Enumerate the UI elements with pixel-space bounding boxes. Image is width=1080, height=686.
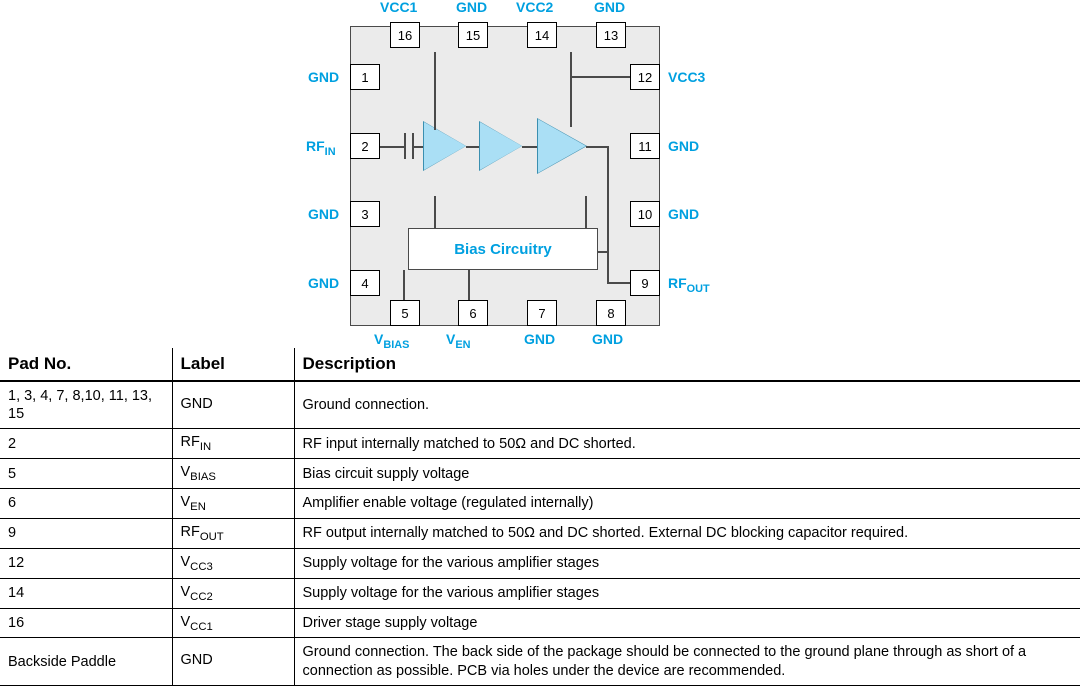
pin-13-box: 13 [596,22,626,48]
cell-label: $V_{BIAS}$ [172,459,294,489]
cell-description: Driver stage supply voltage [294,608,1080,638]
pin-14-box: 14 [527,22,557,48]
pin-12-box: 12 [630,64,660,90]
pin-description-table [0,348,1080,686]
cell-pad-no: 9 [0,518,172,548]
wire-to-rfout-pin [607,282,630,284]
cell-description: Ground connection. The back side of the package should be connected to the ground plane through as short of a connection as possible. PCB via holes under the device are recommended. [294,638,1080,685]
pin-6-label: $V_{EN}$ [446,331,471,351]
cell-pad-no: 1, 3, 4, 7, 8,10, 11, 13, 15 [0,381,172,429]
pin-13-label: GND [594,0,626,15]
cell-pad-no: 2 [0,429,172,459]
pin-10-label: GND [668,206,700,222]
pin-6-box: 6 [458,300,488,326]
pin-15-label: GND [456,0,488,15]
pin-4-label: GND [308,275,340,291]
pin-3-box: 3 [350,201,380,227]
table-row [0,608,1080,638]
bias-circuitry-block [408,228,598,270]
cell-label: $V_{EN}$ [172,489,294,519]
pin-7-box: 7 [527,300,557,326]
pin-1-box: 1 [350,64,380,90]
table-row [0,459,1080,489]
pin-16-box: 16 [390,22,420,48]
column-header-description: Description [294,348,1080,381]
cell-pad-no: 12 [0,548,172,578]
table-row [0,381,1080,429]
pin-12-label: VCC3 [668,69,706,85]
cell-label: $RF_{IN}$ [172,429,294,459]
wire-amp1-to-amp2 [466,146,480,148]
cell-description: Ground connection. [294,381,1080,429]
wire-out-down [607,146,609,283]
chip-package-body [350,26,660,326]
wire-vcc1-down [434,52,436,130]
pin-8-box: 8 [596,300,626,326]
table-row [0,489,1080,519]
wire-rfin-to-cap [380,146,404,148]
cell-description: RF output internally matched to 50Ω and DC shorted. External DC blocking capacitor required. [294,518,1080,548]
bias-circuitry-label: Bias Circuitry [454,240,552,258]
pin-14-label: VCC2 [516,0,554,15]
cell-description: Amplifier enable voltage (regulated internally) [294,489,1080,519]
cell-description: Supply voltage for the various amplifier stages [294,548,1080,578]
pin-15-box: 15 [458,22,488,48]
cell-description: RF input internally matched to 50Ω and DC shorted. [294,429,1080,459]
pin-5-box: 5 [390,300,420,326]
cell-label: GND [172,638,294,685]
pin-11-box: 11 [630,133,660,159]
cell-description: Bias circuit supply voltage [294,459,1080,489]
pin-1-label: GND [308,69,340,85]
wire-amp3-out [586,146,608,148]
amplifier-stage-3 [538,119,586,173]
table-header-row [0,348,1080,381]
cell-description: Supply voltage for the various amplifier stages [294,578,1080,608]
wire-vcc3-in [570,76,638,78]
wire-vbias-pin [403,270,405,300]
pin-16-label: VCC1 [380,0,418,15]
cell-label: $RF_{OUT}$ [172,518,294,548]
pin-11-label: GND [668,138,700,154]
cell-label: $V_{CC1}$ [172,608,294,638]
cell-pad-no: 16 [0,608,172,638]
wire-ven-pin [468,270,470,300]
pin-8-label: GND [592,331,624,347]
table-row [0,638,1080,685]
pin-4-box: 4 [350,270,380,296]
wire-amp2-to-amp3 [522,146,538,148]
pin-10-box: 10 [630,201,660,227]
cell-label: GND [172,381,294,429]
pin-9-label: $RF_{OUT}$ [668,275,710,295]
table-row [0,429,1080,459]
cell-pad-no: 6 [0,489,172,519]
column-header-pad-no: Pad No. [0,348,172,381]
table-row [0,518,1080,548]
cell-label: $V_{CC2}$ [172,578,294,608]
wire-vcc2-down [570,52,572,127]
cell-label: $V_{CC3}$ [172,548,294,578]
pin-9-box: 9 [630,270,660,296]
table-row [0,548,1080,578]
amplifier-stage-2 [480,122,522,170]
column-header-label: Label [172,348,294,381]
pin-7-label: GND [524,331,556,347]
table-row [0,578,1080,608]
pin-2-box: 2 [350,133,380,159]
cell-pad-no: Backside Paddle [0,638,172,685]
pin-2-label: $RF_{IN}$ [306,138,336,158]
pin-5-label: $V_{BIAS}$ [374,331,410,351]
wire-bias-up-left [434,196,436,228]
amplifier-stage-1 [424,122,466,170]
cell-pad-no: 5 [0,459,172,489]
cell-pad-no: 14 [0,578,172,608]
pin-3-label: GND [308,206,340,222]
